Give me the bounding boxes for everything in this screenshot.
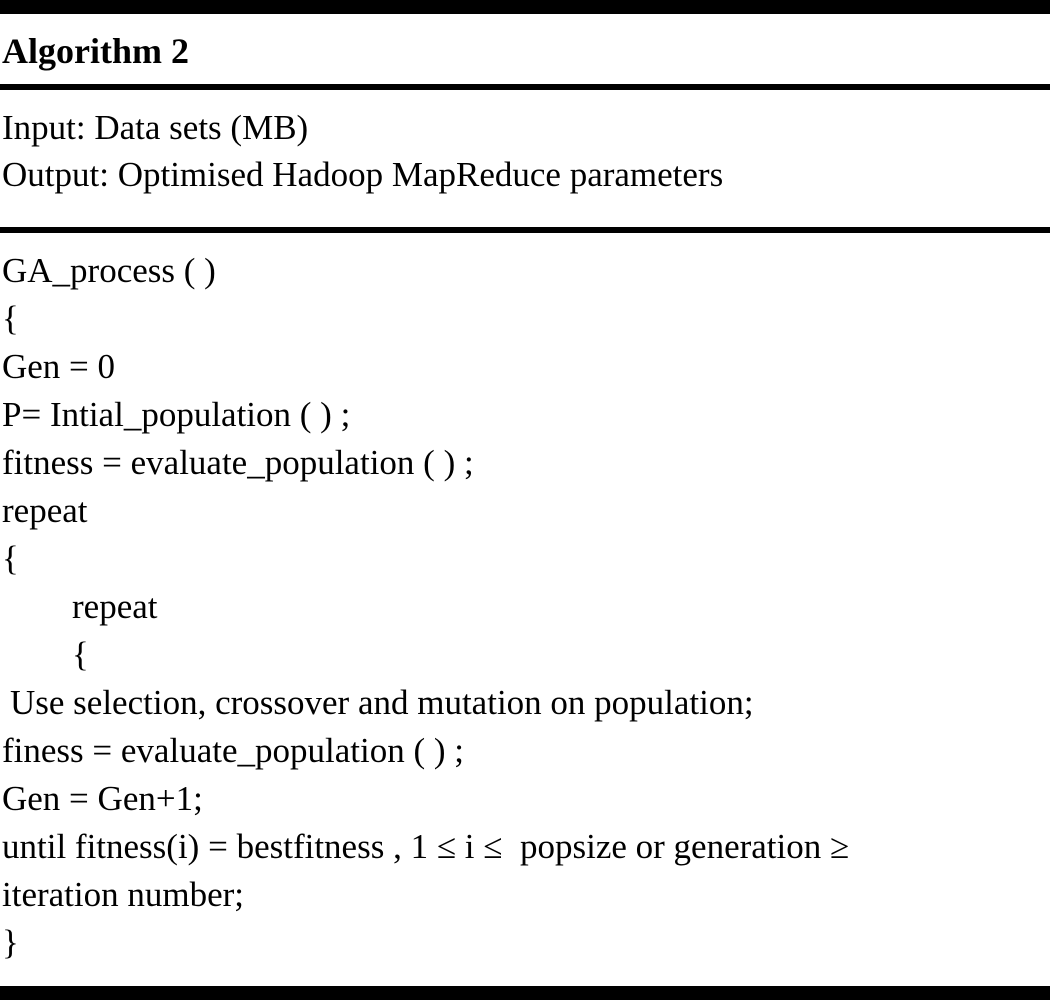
- bottom-rule: [0, 986, 1050, 1000]
- io-section: [2, 104, 723, 198]
- code-line: }: [2, 923, 19, 962]
- code-line: repeat: [72, 587, 158, 626]
- code-line: finess = evaluate_population ( ) ;: [2, 731, 464, 770]
- code-line: until fitness(i) = bestfitness , 1 ≤ i ≤ popsize or generation ≥: [2, 827, 850, 866]
- algorithm-body: [2, 247, 849, 967]
- code-line: repeat: [2, 491, 88, 530]
- code-line: {: [2, 539, 19, 578]
- output-line: Output: Optimised Hadoop MapReduce parameters: [2, 155, 724, 194]
- code-line: P= Intial_population ( ) ;: [2, 395, 351, 434]
- code-line: {: [72, 635, 89, 674]
- code-line: {: [2, 299, 19, 338]
- header-rule: [0, 84, 1050, 90]
- code-line: GA_process ( ): [2, 251, 216, 290]
- input-line: Input: Data sets (MB): [2, 108, 309, 147]
- code-line: fitness = evaluate_population ( ) ;: [2, 443, 474, 482]
- code-line: iteration number;: [2, 875, 245, 914]
- code-line: Use selection, crossover and mutation on population;: [10, 683, 754, 722]
- io-rule: [0, 227, 1050, 233]
- top-rule: [0, 0, 1050, 14]
- code-line: Gen = Gen+1;: [2, 779, 203, 818]
- algorithm-title: Algorithm 2: [2, 31, 189, 71]
- code-line: Gen = 0: [2, 347, 116, 386]
